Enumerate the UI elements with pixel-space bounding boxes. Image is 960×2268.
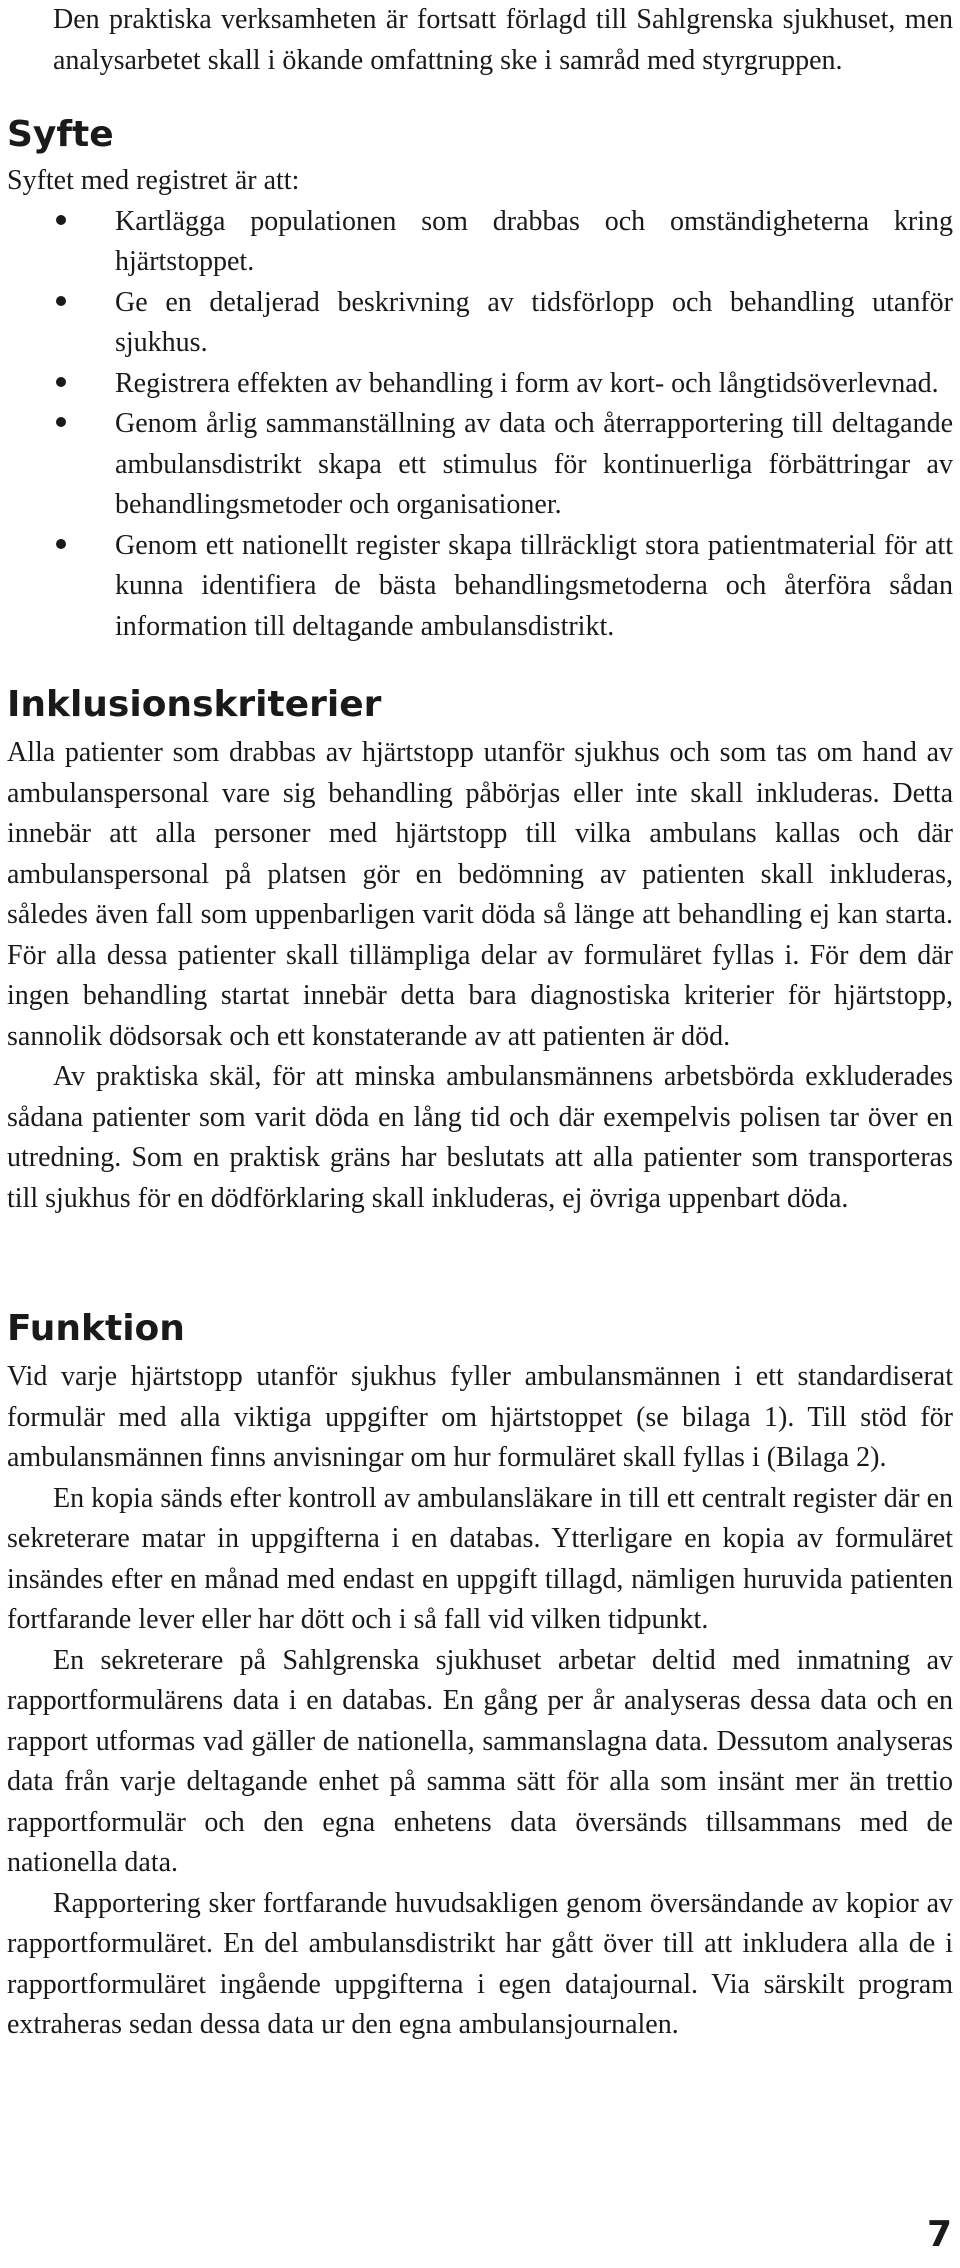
funktion-paragraph: En sekreterare på Sahlgrenska sjukhuset arbetar deltid med inmatning av rapportformulärens data i en databas. En gång per år analyseras dessa data och en rapport utformas vad gäller de nationella, sammanslagna data. Dessutom analyseras data från varje deltagande enhet på samma sätt för alla som insänt mer än trettio rapportformulär och den egna enhetens data översänds tillsammans med de nationella data. [7,1644,953,1878]
funktion-paragraph: Vid varje hjärtstopp utanför sjukhus fyller ambulansmännen i ett standardiserat formulär med alla viktiga uppgifter om hjärtstoppet (se bilaga 1). Till stöd för ambulansmännen finns anvisningar om hur formuläret skall fyllas i (Bilaga 2). [7,1361,953,1473]
section-heading-syfte: Syfte [7,114,114,155]
bullet-icon [56,377,66,387]
intro-paragraph: Den praktiska verksamheten är fortsatt förlagd till Sahlgrenska sjukhuset, men analysarbetet skall i ökande omfattning ske i samråd med styrgruppen. [53,4,953,76]
list-item: Ge en detaljerad beskrivning av tidsförlopp och behandling utanför sjukhus. [7,283,953,364]
funktion-paragraph: En kopia sänds efter kontroll av ambulansläkare in till ett centralt register där en sekreterare matar in uppgifterna i en databas. Ytterligare en kopia av formuläret insändes efter en månad med endast en uppgift tillagd, nämligen huruvida patienten fortfarande lever eller har dött och i så fall vid vilken tidpunkt. [7,1482,953,1635]
bullet-icon [56,417,66,427]
document-page [7,0,953,2046]
bullet-icon [56,296,66,306]
inklusion-paragraph: Av praktiska skäl, för att minska ambulansmännens arbetsbörda exkluderades sådana patienter som varit döda en lång tid och där exempelvis polisen tar över en utredning. Som en praktisk gräns har beslutats att alla patienter som transporteras till sjukhus för en dödförklaring skall inkluderas, ej övriga uppenbart döda. [7,1061,953,1214]
list-item: Genom årlig sammanställning av data och återrapportering till deltagande ambulansdistrikt skapa ett stimulus för kontinuerliga förbättringar av behandlingsmetoder och organisationer. [7,404,953,526]
bullet-icon [56,215,66,225]
syfte-bullet-list [7,202,953,648]
list-item: Genom ett nationellt register skapa tillräckligt stora patientmaterial för att kunna identifiera de bästa behandlingsmetoderna och återföra sådan information till deltagande ambulansdistrikt. [7,526,953,648]
list-item: Registrera effekten av behandling i form av kort- och långtidsöverlevnad. [7,364,953,405]
section-heading-inklusionskriterier: Inklusionskriterier [7,684,382,725]
syfte-lead: Syftet med registret är att: [7,165,300,196]
funktion-paragraph: Rapportering sker fortfarande huvudsakligen genom översändande av kopior av rapportformuläret. En del ambulansdistrikt har gått över till att inkludera alla de i rapportformuläret ingående uppgifterna i egen datajournal. Via särskilt program extraheras sedan dessa data ur den egna ambulansjournalen. [7,1887,953,2040]
inklusion-paragraph: Alla patienter som drabbas av hjärtstopp utanför sjukhus och som tas om hand av ambulanspersonal vare sig behandling påbörjas eller inte skall inkluderas. Detta innebär att alla personer med hjärtstopp till vilka ambulans kallas och där ambulanspersonal på platsen gör en bedömning av patienten skall inkluderas, således även fall som uppenbarligen varit döda så länge att behandling ej kan starta. För alla dessa patienter skall tillämpliga delar av formuläret fyllas i. För dem där ingen behandling startat innebär detta bara diagnostiska kriterier för hjärtstopp, sannolik dödsorsak och ett konstaterande av att patienten är död. [7,737,953,1052]
section-heading-funktion: Funktion [7,1308,185,1349]
list-item: Kartlägga populationen som drabbas och omständigheterna kring hjärtstoppet. [7,202,953,283]
page-number: 7 [926,2214,952,2255]
bullet-icon [56,539,66,549]
